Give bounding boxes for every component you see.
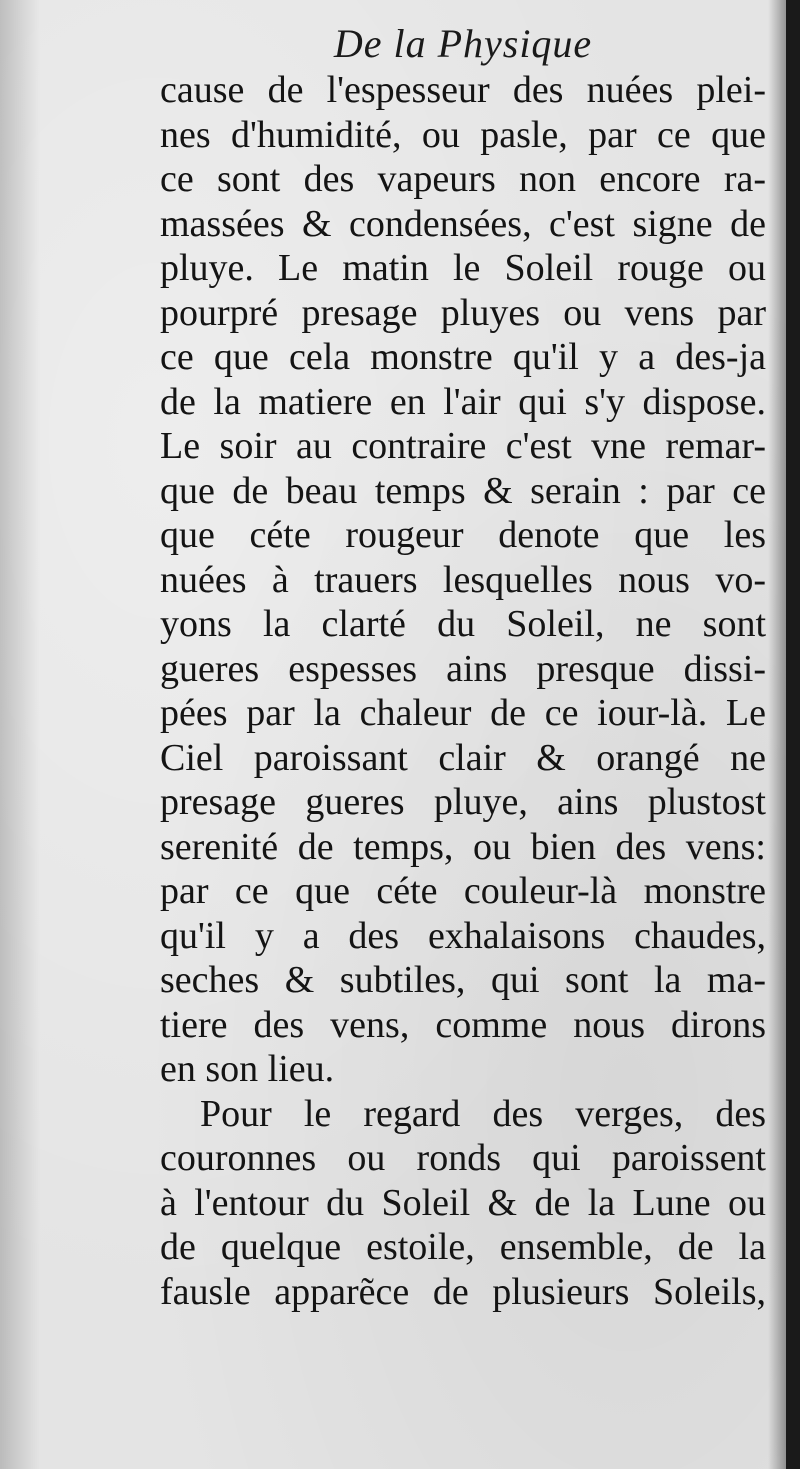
paragraph-start-line: Pour le regard des verges, des (200, 1092, 766, 1135)
text-line: tiere des vens, comme nous dirons (160, 1003, 766, 1046)
text-line: fausle apparẽce de plusieurs Soleils, (160, 1270, 766, 1313)
paragraph-end-line: en son lieu. (160, 1048, 335, 1090)
running-head: De la Physique (333, 21, 593, 66)
text-line: gueres espesses ains presque dissi- (160, 647, 766, 690)
text-line: de quelque estoile, ensemble, de la (160, 1226, 766, 1268)
text-line: nes d'humidité, ou pasle, par ce que (160, 113, 766, 156)
text-line: pées par la chaleur de ce iour-là. Le (160, 692, 766, 734)
text-line: massées & condensées, c'est signe de (160, 202, 766, 245)
text-line: qu'il y a des exhalaisons chaudes, (160, 914, 766, 957)
text-line: serenité de temps, ou bien des vens: (160, 825, 766, 868)
page-edge-shadow (768, 0, 786, 1469)
text-line: yons la clarté du Soleil, ne sont (160, 603, 766, 645)
text-line: presage gueres pluye, ains plustost (160, 781, 766, 823)
gutter-shadow (0, 0, 40, 1469)
text-line: ce que cela monstre qu'il y a des-ja (160, 336, 766, 378)
text-line: par ce que céte couleur-là monstre (160, 870, 766, 912)
text-line: que de beau temps & serain : par ce (160, 469, 766, 512)
body-text (160, 68, 766, 1314)
text-line: Ciel paroissant clair & orangé ne (160, 736, 766, 779)
text-line: seches & subtiles, qui sont la ma- (160, 959, 766, 1001)
text-line: cause de l'espesseur des nuées plei- (160, 69, 766, 111)
text-line: couronnes ou ronds qui paroissent (160, 1137, 766, 1179)
text-line: ce sont des vapeurs non encore ra- (160, 158, 766, 200)
text-line: de la matiere en l'air qui s'y dispose. (160, 380, 766, 423)
text-line: pourpré presage pluyes ou vens par (160, 291, 766, 334)
text-line: nuées à trauers lesquelles nous vo- (160, 558, 766, 601)
text-line: pluye. Le matin le Soleil rouge ou (160, 247, 766, 289)
text-line: Le soir au contraire c'est vne remar- (160, 425, 766, 467)
text-line: à l'entour du Soleil & de la Lune ou (160, 1181, 766, 1224)
text-line: que céte rougeur denote que les (160, 514, 766, 556)
